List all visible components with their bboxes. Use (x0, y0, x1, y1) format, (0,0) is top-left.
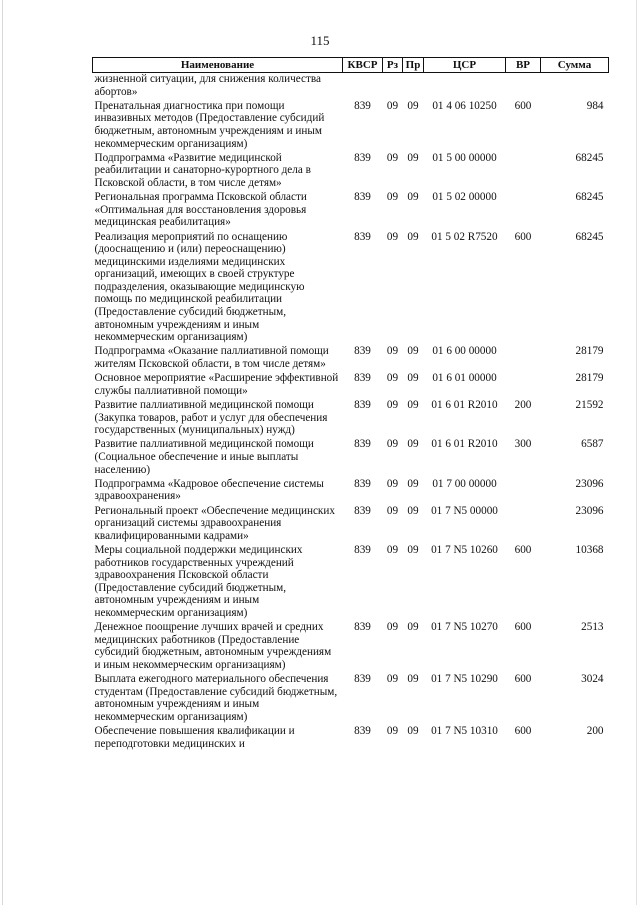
cell-kvsr: 839 (354, 151, 371, 164)
header-sum: Сумма (541, 58, 609, 73)
cell-sum: 10368 (575, 543, 604, 556)
cell-rz: 09 (386, 725, 399, 737)
table-row (93, 73, 609, 100)
cell-vr: 600 (514, 725, 532, 737)
cell-rz: 09 (386, 543, 399, 556)
table-row (93, 544, 609, 621)
cell-csr: 01 6 01 00000 (432, 372, 497, 385)
cell-rz: 09 (386, 191, 399, 204)
cell-csr: 01 5 02 00000 (432, 191, 497, 204)
cell-rz: 09 (386, 621, 399, 634)
cell-csr (424, 73, 506, 100)
cell-rz: 09 (386, 372, 399, 385)
cell-name: Региональная программа Псковской области «Оптимальная для восстановления здоровья медицинская реабилитация» (94, 191, 307, 229)
header-row (93, 58, 609, 73)
cell-pr: 09 (407, 372, 419, 385)
cell-pr: 09 (407, 438, 419, 451)
header-pr: Пр (403, 58, 424, 73)
cell-csr: 01 5 02 R7520 (431, 230, 498, 243)
cell-pr: 09 (407, 151, 419, 164)
cell-rz: 09 (386, 504, 399, 517)
cell-rz: 09 (386, 151, 399, 164)
header-kvsr: КВСР (343, 58, 383, 73)
cell-name: жизненной ситуации, для снижения количества абортов» (94, 73, 321, 98)
cell-pr: 09 (407, 504, 419, 517)
cell-rz: 09 (386, 399, 399, 411)
cell-sum: 200 (586, 725, 604, 737)
cell-csr: 01 7 N5 10290 (431, 673, 498, 686)
cell-sum: 68245 (575, 230, 604, 243)
cell-name: Подпрограмма «Кадровое обеспечение системы здравоохранения» (94, 477, 324, 503)
cell-name: Реализация мероприятий по оснащению (дооснащению и (или) переоснащению) медицинскими изделиями медицинских организаций, имеющих в своей структуре подразделения, оказывающие медицинскую помощь по медицинской реабилитации (Предоставление субсидий бюджетным, автономным учреждениям и иным некоммерческим организациям) (94, 230, 305, 344)
cell-vr: 200 (514, 399, 532, 411)
cell-rz: 09 (386, 673, 399, 686)
cell-name: Основное мероприятие «Расширение эффективной службы паллиативной помощи» (94, 372, 339, 397)
scan-edge-left (2, 0, 3, 905)
cell-pr: 09 (407, 345, 419, 358)
table-row (93, 621, 609, 673)
cell-pr: 09 (407, 673, 419, 686)
table-row (93, 478, 609, 505)
cell-kvsr: 839 (354, 191, 371, 204)
cell-csr: 01 7 N5 10310 (431, 725, 498, 737)
table-row (93, 725, 609, 752)
table-row (93, 231, 609, 346)
cell-name: Развитие паллиативной медицинской помощи (Социальное обеспечение и иные выплаты населению) (94, 438, 314, 476)
cell-kvsr: 839 (354, 230, 371, 243)
cell-name: Обеспечение повышения квалификации и переподготовки медицинских и (94, 725, 295, 750)
cell-sum: 3024 (581, 673, 604, 686)
header-vr: ВР (506, 58, 541, 73)
cell-pr: 09 (407, 399, 419, 411)
cell-sum: 23096 (575, 504, 604, 517)
cell-kvsr (343, 73, 383, 100)
cell-sum: 68245 (575, 191, 604, 204)
cell-pr: 09 (407, 543, 419, 556)
budget-table (92, 57, 609, 752)
cell-vr: 600 (514, 621, 532, 634)
cell-kvsr: 839 (354, 399, 371, 411)
cell-rz: 09 (386, 477, 399, 490)
cell-vr (506, 73, 541, 100)
cell-vr (506, 478, 541, 505)
cell-vr (506, 345, 541, 372)
cell-sum: 2513 (581, 621, 604, 634)
table-row (93, 505, 609, 544)
table-header (93, 58, 609, 73)
cell-kvsr: 839 (354, 477, 371, 490)
cell-sum: 6587 (581, 438, 604, 451)
cell-kvsr: 839 (354, 673, 371, 686)
cell-kvsr: 839 (354, 543, 371, 556)
cell-csr: 01 6 00 00000 (432, 345, 497, 358)
cell-name: Выплата ежегодного материального обеспечения студентам (Предоставление субсидий бюджетным, автономным учреждениям и иным некоммерческим организациям) (94, 673, 338, 723)
cell-pr: 09 (407, 725, 419, 737)
cell-vr (506, 505, 541, 544)
cell-pr: 09 (407, 99, 419, 112)
cell-kvsr: 839 (354, 438, 371, 451)
cell-csr: 01 7 00 00000 (432, 477, 497, 490)
cell-sum: 68245 (575, 151, 604, 164)
cell-rz: 09 (386, 99, 399, 112)
cell-vr: 300 (514, 438, 532, 451)
table-row (93, 191, 609, 230)
cell-pr: 09 (407, 477, 419, 490)
cell-vr (506, 191, 541, 230)
cell-sum: 28179 (575, 345, 604, 358)
cell-kvsr: 839 (354, 372, 371, 385)
cell-name: Денежное поощрение лучших врачей и средних медицинских работников (Предоставление субсидий бюджетным, автономным учреждениям и иным некоммерческим организациям) (94, 621, 332, 671)
cell-csr: 01 7 N5 10270 (431, 621, 498, 634)
cell-kvsr: 839 (354, 345, 371, 358)
cell-kvsr: 839 (354, 99, 371, 112)
table-row (93, 399, 609, 438)
page-number: 115 (310, 33, 330, 48)
cell-name: Региональный проект «Обеспечение медицинских организаций системы здравоохранения квалифицированными кадрами» (94, 504, 335, 542)
cell-vr: 600 (514, 673, 532, 686)
cell-pr: 09 (407, 621, 419, 634)
cell-kvsr: 839 (354, 504, 371, 517)
cell-kvsr: 839 (354, 725, 371, 737)
cell-kvsr: 839 (354, 621, 371, 634)
cell-rz: 09 (386, 438, 399, 451)
cell-rz: 09 (386, 345, 399, 358)
table-row (93, 152, 609, 191)
header-rz: Рз (383, 58, 403, 73)
cell-name: Пренатальная диагностика при помощи инвазивных методов (Предоставление субсидий бюджетным, автономным учреждениям и иным некоммерческим организациям) (94, 99, 325, 150)
cell-csr: 01 6 01 R2010 (431, 438, 498, 451)
cell-vr: 600 (514, 543, 532, 556)
header-csr: ЦСР (424, 58, 506, 73)
cell-sum: 28179 (575, 372, 604, 385)
cell-sum: 23096 (575, 477, 604, 490)
table-row (93, 372, 609, 399)
cell-csr: 01 7 N5 10260 (431, 543, 498, 556)
cell-name: Меры социальной поддержки медицинских работников государственных учреждений здравоохранения Псковской области (Предоставление субсидий бюджетным, автономным учреждениям и иным некоммерческим организациям) (94, 543, 303, 619)
scan-edge-right (636, 0, 637, 905)
cell-pr: 09 (407, 230, 419, 243)
cell-vr (506, 372, 541, 399)
cell-sum: 21592 (575, 399, 604, 411)
cell-rz (383, 73, 403, 100)
cell-csr: 01 7 N5 00000 (431, 504, 498, 517)
cell-pr: 09 (407, 191, 419, 204)
cell-name: Подпрограмма «Развитие медицинской реабилитации и санаторно-курортного дела в Псковской области, в том числе детям» (94, 151, 311, 189)
cell-vr: 600 (514, 99, 532, 112)
header-name: Наименование (93, 58, 343, 73)
table-row (93, 673, 609, 725)
cell-csr: 01 4 06 10250 (432, 99, 497, 112)
table-body (93, 73, 609, 752)
cell-name: Развитие паллиативной медицинской помощи (Закупка товаров, работ и услуг для обеспечения государственных (муниципальных) нужд) (94, 399, 328, 437)
cell-sum (541, 73, 609, 100)
cell-sum: 984 (586, 99, 604, 112)
cell-csr: 01 6 01 R2010 (431, 399, 498, 411)
cell-vr: 600 (514, 230, 532, 243)
cell-pr (403, 73, 424, 100)
table-row (93, 438, 609, 477)
cell-csr: 01 5 00 00000 (432, 151, 497, 164)
table-row (93, 345, 609, 372)
table-row (93, 100, 609, 152)
cell-name: Подпрограмма «Оказание паллиативной помощи жителям Псковской области, в том числе детям» (94, 345, 329, 371)
cell-rz: 09 (386, 230, 399, 243)
cell-vr (506, 152, 541, 191)
